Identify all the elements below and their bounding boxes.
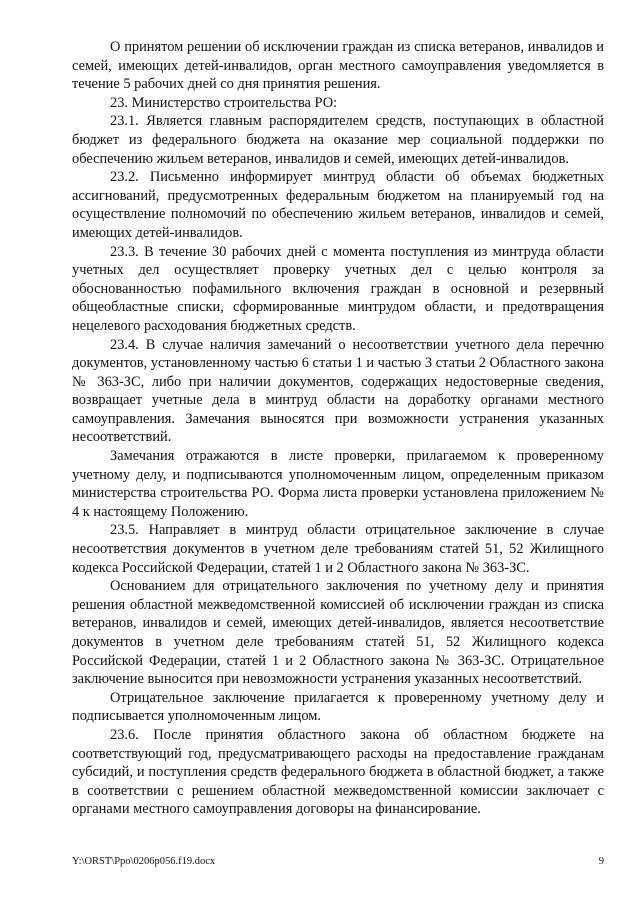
paragraph-23-1: 23.1. Является главным распорядителем средств, поступающих в областной бюджет из федерального бюджета на оказание мер социальной поддержки по обеспечению жильем ветеранов, инвалидов и семей, имеющих детей-инвалидов.	[72, 113, 604, 167]
paragraph-negative-attach: Отрицательное заключение прилагается к проверенному учетному делу и подписывается уполномоченным лицом.	[72, 689, 604, 725]
paragraph-23-3: 23.3. В течение 30 рабочих дней с момента поступления из минтруда области учетных дел осуществляет проверку учетных дел с целью контроля за обоснованностью пофамильного включения граждан в основной и резервный общеобластные списки, сформированные минтрудом области, и предотвращения нецелевого расходования бюджетных средств.	[72, 243, 604, 334]
paragraph-23-2: 23.2. Письменно информирует минтруд области об объемах бюджетных ассигнований, предусмотренных федеральным бюджетом на планируемый год на осуществление полномочий по обеспечению жильем ветеранов, инвалидов и семей, имеющих детей-инвалидов.	[72, 169, 604, 241]
paragraph-23-5: 23.5. Направляет в минтруд области отрицательное заключение в случае несоответствия документов в учетном деле требованиям статей 51, 52 Жилищного кодекса Российской Федерации, статей 1 и 2 Областного закона № 363-ЗС.	[72, 522, 604, 576]
paragraph-23-4: 23.4. В случае наличия замечаний о несоответствии учетного дела перечню документов, установленному частью 6 статьи 1 и частью 3 статьи 2 Областного закона № 363-ЗС, либо при наличии документов, содержащих недостоверные сведения, возвращает учетные дела в минтруд области на доработку органами местного самоуправления. Замечания выносятся при возможности устранения указанных несоответствий.	[72, 336, 604, 446]
document-page	[72, 38, 604, 819]
paragraph-23-6: 23.6. После принятия областного закона об областном бюджете на соответствующий год, предусматривающего расходы на предоставление гражданам субсидий, и поступления средств федерального бюджета в областной бюджет, а также в соответствии с решением областной межведомственной комиссии заключает с органами местного самоуправления договоры на финансирование.	[72, 726, 604, 818]
paragraph-remarks: Замечания отражаются в листе проверки, прилагаемом к проверенному учетному делу, и подписываются уполномоченным лицом, определенным приказом министерства строительства РО. Форма листа проверки установлена приложением № 4 к настоящему Положению.	[72, 448, 604, 520]
footer-file-path: Y:\ORST\Ppo\0206p056.f19.docx	[72, 856, 216, 867]
page-number: 9	[598, 856, 604, 867]
paragraph-23-heading: 23. Министерство строительства РО:	[110, 94, 338, 111]
paragraph-exclusion-notice: О принятом решении об исключении граждан из списка ветеранов, инвалидов и семей, имеющих детей-инвалидов, орган местного самоуправления уведомляется в течение 5 рабочих дней со дня принятия решения.	[72, 39, 604, 93]
paragraph-negative-basis: Основанием для отрицательного заключения по учетному делу и принятия решения областной межведомственной комиссией об исключении граждан из списка ветеранов, инвалидов и семей, имеющих детей-инвалидов, является несоответствие документов в учетном деле требованиям статей 51, 52 Жилищного кодекса Российской Федерации, статей 1 и 2 Областного закона № 363-ЗС. Отрицательное заключение выносится при невозможности устранения указанных несоответствий.	[72, 578, 604, 688]
